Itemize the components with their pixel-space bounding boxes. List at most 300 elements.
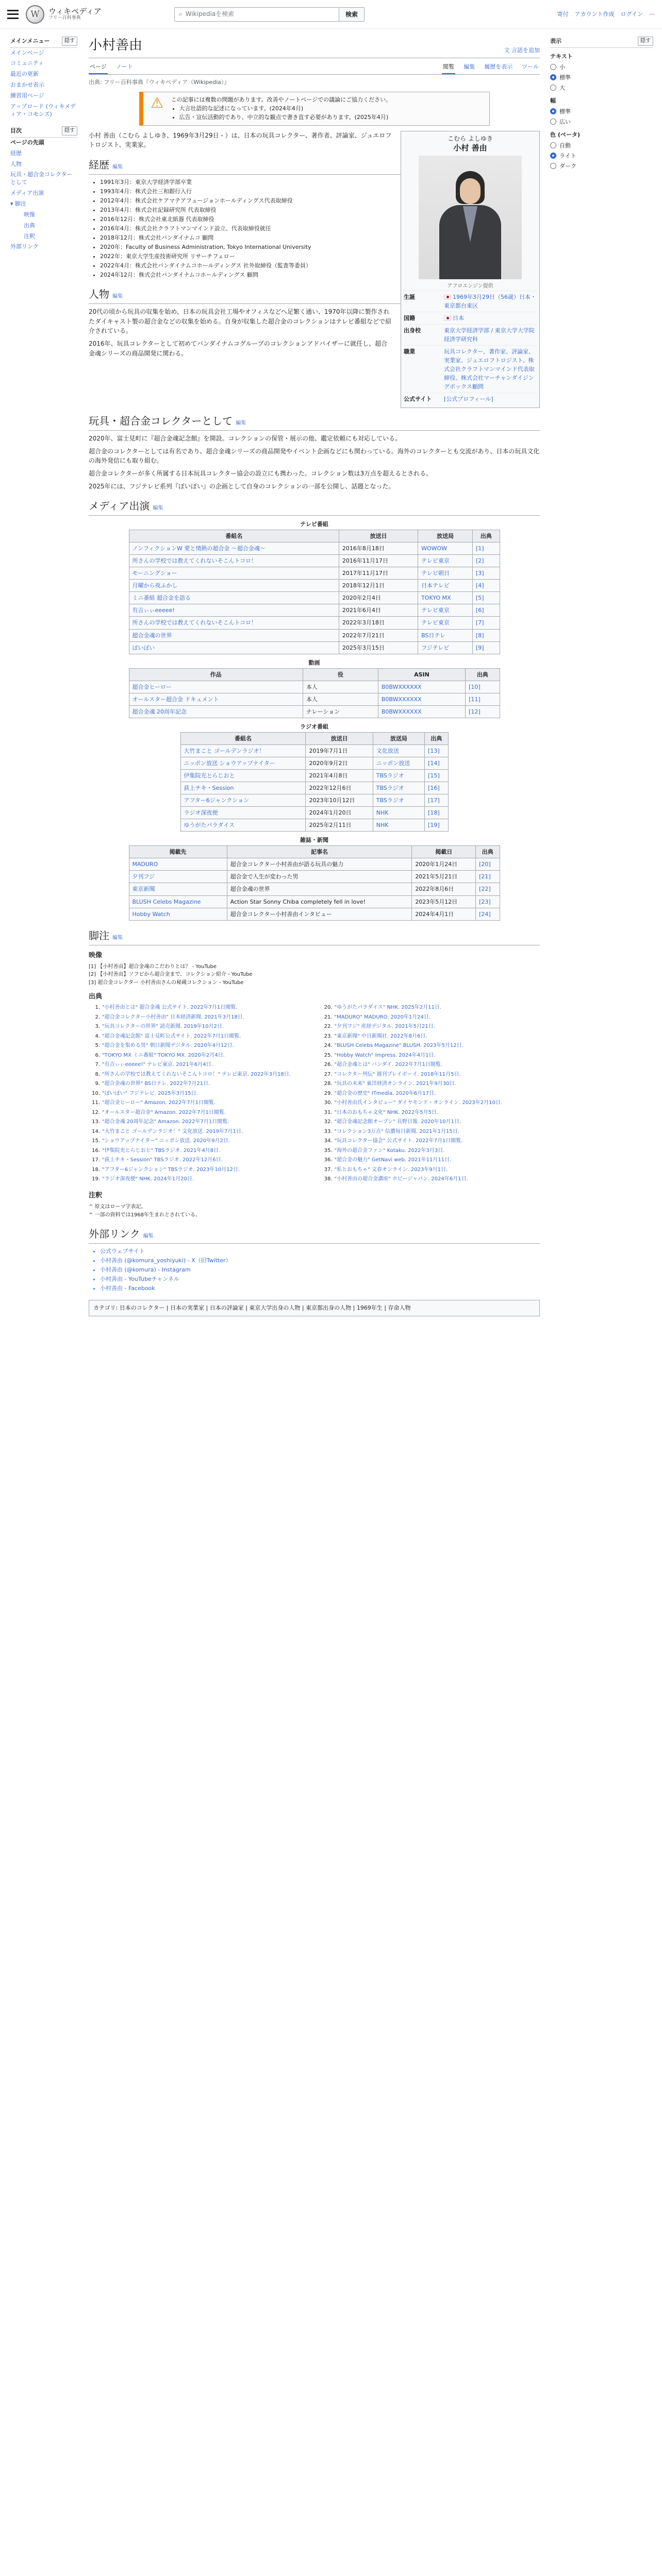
menu-item-random[interactable]: おまかせ表示 xyxy=(10,81,44,89)
page-tabs xyxy=(89,60,540,75)
radio-icon[interactable] xyxy=(550,84,556,91)
menu-item-community[interactable]: コミュニティ xyxy=(10,60,44,67)
table-cell[interactable]: [8] xyxy=(472,629,500,641)
subsection-footnotes: 注釈 xyxy=(89,1191,103,1199)
radio-option[interactable] xyxy=(550,107,653,116)
table-cell[interactable]: ゆうがたパラダイス xyxy=(180,819,306,832)
radio-option[interactable] xyxy=(550,141,653,150)
table-cell: 2019年7月1日 xyxy=(306,744,373,757)
table-cell[interactable]: テレビ東京 xyxy=(418,617,473,629)
list-item: • 2016年4月：株式会社クラフトマンマインド設立、代表取締役就任 xyxy=(100,224,540,233)
reference-text[interactable]: "超合金の歴史" ITmedia. 2020年6月17日. xyxy=(334,1090,436,1096)
toc-item-notes[interactable] xyxy=(10,199,77,210)
reference-text[interactable]: "玩具コレクターの世界" 読売新聞. 2019年10月2日. xyxy=(102,1024,224,1030)
radio-option[interactable] xyxy=(550,162,653,171)
edit-link[interactable]: 編集 xyxy=(112,294,123,300)
table-cell[interactable]: ラジオ深夜便 xyxy=(180,807,306,819)
wikipedia-globe-icon: W xyxy=(26,5,44,24)
toc-item-external[interactable]: 外部リンク xyxy=(10,243,39,250)
reference-text[interactable]: "夕刊フジ" 産経デジタル. 2021年5月21日. xyxy=(334,1024,435,1030)
reference-number: 18. xyxy=(92,1166,100,1173)
reference-text[interactable]: "伊集院光とらじおと" TBSラジオ. 2021年4月8日. xyxy=(102,1147,221,1154)
table-cell: 2021年5月21日 xyxy=(412,871,476,883)
column-header: 放送日 xyxy=(306,732,373,744)
reference-text[interactable]: "ゆうがたパラダイス" NHK. 2025年2月11日. xyxy=(334,1005,442,1011)
table-cell[interactable]: 月曜から夜ふかし xyxy=(129,580,339,592)
toc-item-video[interactable]: 映像 xyxy=(24,211,35,218)
reference-number: 6. xyxy=(95,1052,100,1058)
table-cell: 2016年8月18日 xyxy=(339,543,418,555)
table-row xyxy=(129,567,500,580)
table-cell[interactable]: 夕刊フジ xyxy=(129,871,227,883)
edit-link[interactable]: 編集 xyxy=(236,420,246,427)
table-cell[interactable]: B0BWXXXXXX xyxy=(378,681,465,693)
subsection-video: 映像 xyxy=(89,951,103,959)
reference-item xyxy=(321,1099,540,1107)
table-cell: 2020年2月4日 xyxy=(339,592,418,604)
reference-text[interactable]: "超合金コレクター小村善由" 日本経済新聞. 2021年3月18日. xyxy=(102,1014,245,1020)
table-cell[interactable]: [23] xyxy=(476,895,500,908)
search-form xyxy=(174,7,365,22)
table-cell[interactable]: アフター6ジャンクション xyxy=(180,794,306,807)
reference-text[interactable]: "オールスター超合金" Amazon. 2022年7月1日閲覧. xyxy=(102,1109,226,1115)
infobox-row-school xyxy=(404,324,537,345)
external-link[interactable]: • 小村善由 (@komura_yoshiyuki) - X（旧Twitter） xyxy=(100,1256,540,1265)
reference-number: 34. xyxy=(324,1138,333,1144)
reference-text[interactable]: "アフター6ジャンクション" TBSラジオ. 2023年10月12日. xyxy=(102,1166,240,1173)
table-cell[interactable]: TBSラジオ xyxy=(373,794,424,807)
tab-page[interactable]: ページ xyxy=(89,60,108,74)
toc-item-footnotes[interactable]: 注釈 xyxy=(24,232,35,240)
reference-item xyxy=(321,1128,540,1136)
video-item[interactable]: [3] 超合金コレクター 小村善由さんの秘蔵コレクション - YouTube xyxy=(89,979,244,986)
column-header: 出典 xyxy=(425,732,448,744)
reference-number: 11. xyxy=(92,1100,100,1106)
table-cell[interactable]: BLUSH Celebs Magazine xyxy=(129,895,227,908)
radio-icon[interactable] xyxy=(550,142,556,148)
tab-tools[interactable]: ツール xyxy=(522,63,539,71)
table-cell[interactable]: テレビ東京 xyxy=(418,604,473,617)
section-title: 脚注 xyxy=(89,929,109,942)
reference-item xyxy=(89,1099,308,1107)
reference-item xyxy=(321,1033,540,1041)
text-size-options xyxy=(550,63,653,92)
external-link[interactable]: • 小村善由 (@komura) - Instagram xyxy=(100,1265,540,1274)
table-row xyxy=(129,871,500,883)
reference-text[interactable]: "Hobby Watch" Impress. 2024年4月1日. xyxy=(334,1052,436,1058)
table-cell[interactable]: モーニングショー xyxy=(129,567,339,580)
search-button[interactable]: 検索 xyxy=(339,7,365,22)
radio-icon[interactable] xyxy=(550,118,556,125)
radio-option[interactable] xyxy=(550,73,653,82)
table-row xyxy=(129,555,500,567)
appearance-header xyxy=(550,35,653,48)
reference-text[interactable]: "ラジオ深夜便" NHK. 2024年1月20日. xyxy=(102,1176,194,1182)
table-cell[interactable]: B0BWXXXXXX xyxy=(378,693,465,705)
reference-text[interactable]: "小村善由氏インタビュー" ダイヤモンド・オンライン. 2023年2月10日. xyxy=(334,1100,503,1106)
radio-icon[interactable] xyxy=(550,152,556,159)
reference-text[interactable]: "有吉ぃぃeeeee!" テレビ東京. 2021年6月4日. xyxy=(102,1062,213,1068)
infobox-row-website xyxy=(404,393,537,405)
user-links xyxy=(557,10,655,19)
table-cell[interactable]: [7] xyxy=(472,617,500,629)
infobox-name: 小村 善由 xyxy=(453,143,487,153)
radio-icon[interactable] xyxy=(550,64,556,70)
table-cell: 2025年3月15日 xyxy=(339,641,418,654)
video-item[interactable]: [2] 【小村善由】ソフビから超合金まで、コレクション紹介 - YouTube xyxy=(89,972,253,978)
reference-text[interactable]: "日本のおもちゃ文化" NHK. 2022年5月5日. xyxy=(334,1109,439,1115)
table-cell[interactable]: オールスター超合金 ドキュメント xyxy=(129,693,303,705)
table-cell[interactable]: [1] xyxy=(472,543,500,555)
toc-item-top[interactable]: ページの先頭 xyxy=(10,139,44,146)
table-cell[interactable]: NHK xyxy=(373,819,424,832)
infobox-value[interactable]: 東京大学経済学部 / 東京大学大学院経済学研究科 xyxy=(444,327,535,343)
paragraph: 20代の頃から玩具の収集を始め、日本の玩具会社工場やオフィスなどへ足繁く通い、1970年以降に製作されたダイキャスト製の超合金などの収集を始める。自身が収集した超合金のコレクションはテレビ番組などで紹介されている。 xyxy=(89,308,392,335)
table-row xyxy=(129,681,500,693)
table-cell[interactable]: [5] xyxy=(472,592,500,604)
toc-item-person[interactable]: 人物 xyxy=(10,160,22,167)
column-header: 出典 xyxy=(466,668,500,681)
section-external xyxy=(89,1226,540,1244)
table-row xyxy=(180,770,448,782)
radio-label: 標準 xyxy=(559,108,571,115)
japan-flag-icon xyxy=(444,295,451,299)
table-row xyxy=(180,819,448,832)
table-cell[interactable]: [19] xyxy=(425,819,448,832)
edit-link[interactable]: 編集 xyxy=(143,1233,154,1240)
reference-number: 25. xyxy=(324,1052,333,1058)
table-cell[interactable]: B0BWXXXXXX xyxy=(378,705,465,718)
table-cell: ナレーション xyxy=(303,705,378,718)
search-input[interactable] xyxy=(174,7,339,22)
add-language-button[interactable]: 文 言語を追加 xyxy=(504,47,540,54)
hide-toc-button[interactable]: 隠す xyxy=(62,126,77,135)
column-header: 掲載日 xyxy=(412,846,476,858)
reference-number: 24. xyxy=(324,1043,333,1049)
table-cell[interactable]: WOWOW xyxy=(418,543,473,555)
toc-item-media[interactable]: メディア出演 xyxy=(10,190,44,197)
table-cell[interactable]: ニッポン放送 xyxy=(373,757,424,770)
infobox-row-nationality xyxy=(404,312,537,324)
reference-number: 29. xyxy=(324,1090,333,1096)
toggle-icon[interactable]: ▾ xyxy=(10,200,15,207)
reference-text[interactable]: "BLUSH Celebs Magazine" BLUSH. 2023年5月12日. xyxy=(334,1043,464,1049)
reference-item xyxy=(89,1118,308,1126)
reference-text[interactable]: "荻上チキ・Session" TBSラジオ. 2022年12月6日. xyxy=(102,1157,223,1163)
infobox-label: 生誕 xyxy=(404,293,415,300)
table-row xyxy=(129,858,500,871)
table-cell[interactable]: [18] xyxy=(425,807,448,819)
table-cell[interactable]: NHK xyxy=(373,807,424,819)
list-item: • 2012年4月：株式会社ケアマテアフュージョンホールディングス代表取締役 xyxy=(100,196,540,205)
table-cell[interactable]: 荻上チキ・Session xyxy=(180,782,306,794)
edit-link[interactable]: 編集 xyxy=(112,935,123,941)
hide-menu-button[interactable]: 隠す xyxy=(62,37,77,46)
table-cell: 2022年3月18日 xyxy=(339,617,418,629)
toc-item-refs[interactable]: 出典 xyxy=(24,222,35,229)
table-cell[interactable]: 有吉ぃぃeeeee! xyxy=(129,604,339,617)
table-cell: 2024年1月20日 xyxy=(306,807,373,819)
table-cell[interactable]: テレビ朝日 xyxy=(418,567,473,580)
reference-number: 27. xyxy=(324,1071,333,1077)
reference-item xyxy=(89,1138,308,1145)
reference-text[interactable]: "玩具の未来" 東洋経済オンライン. 2021年9月30日. xyxy=(334,1081,456,1087)
column-header: ASIN xyxy=(378,668,465,681)
table-cell[interactable]: 文化放送 xyxy=(373,744,424,757)
reference-number: 20. xyxy=(324,1005,333,1011)
table-cell[interactable]: 超合金ヒーロー xyxy=(129,681,303,693)
list-item: • 2016年12月：株式会社東北紙器 代表取締役 xyxy=(100,215,540,224)
text-size-label: テキスト xyxy=(550,53,573,60)
reference-text[interactable]: "所さんの学校では教えてくれないそこんトコロ！" テレビ東京. 2022年3月18日. xyxy=(102,1071,291,1077)
menu-item-sandbox[interactable]: 練習用ページ xyxy=(10,92,44,99)
reference-number: 23. xyxy=(324,1033,333,1039)
table-cell[interactable]: [6] xyxy=(472,604,500,617)
hide-appearance-button[interactable]: 隠す xyxy=(638,37,653,46)
tab-talk[interactable]: ノート xyxy=(115,63,133,71)
toc-item-collector[interactable]: 玩具・超合金コレクターとして xyxy=(10,171,73,186)
reference-item xyxy=(89,1004,308,1012)
radio-icon[interactable] xyxy=(550,74,556,80)
reference-text[interactable]: "大竹まこと ゴールデンラジオ！" 文化放送. 2019年7月1日. xyxy=(102,1128,243,1134)
table-cell[interactable]: MADURO xyxy=(129,858,227,871)
radio-option[interactable] xyxy=(550,63,653,72)
radio-option[interactable] xyxy=(550,117,653,126)
site-logo[interactable] xyxy=(26,5,118,24)
toc-header xyxy=(10,125,77,138)
reference-text[interactable]: "コレクター列伝" 週刊プレイボーイ. 2018年11月5日. xyxy=(334,1071,461,1077)
radio-icon[interactable] xyxy=(550,108,556,114)
reference-text[interactable]: "小村善由の超合金講座" ホビージャパン. 2024年6月1日. xyxy=(334,1176,468,1182)
table-cell: 2024年4月1日 xyxy=(412,908,476,920)
radio-icon[interactable] xyxy=(550,163,556,169)
table-cell[interactable]: [11] xyxy=(466,693,500,705)
table-cell[interactable]: テレビ東京 xyxy=(418,555,473,567)
table-row xyxy=(129,617,500,629)
infobox-label: 国籍 xyxy=(404,314,415,321)
reference-item xyxy=(89,1090,308,1098)
reference-item xyxy=(321,1166,540,1174)
reference-text[interactable]: "私とおもちゃ" 文春オンライン. 2023年9月1日. xyxy=(334,1166,448,1173)
reference-text[interactable]: "TOKYO MX ミニ番組" TOKYO MX. 2020年2月4日. xyxy=(102,1052,225,1058)
table-row xyxy=(129,580,500,592)
table-row xyxy=(129,543,500,555)
reference-text[interactable]: "超合金を集める男" 朝日新聞デジタル. 2020年4月12日. xyxy=(102,1043,234,1049)
reference-item xyxy=(321,1052,540,1060)
donate-link[interactable]: 寄付 xyxy=(557,10,569,18)
reference-number: 19. xyxy=(92,1176,100,1182)
table-cell[interactable]: ニッポン放送 ショウアップナイター xyxy=(180,757,306,770)
video-item[interactable]: [1] 【小村善由】超合金魂のこだわりとは？ - YouTube xyxy=(89,963,217,970)
table-row xyxy=(180,794,448,807)
footnote-item: ^ 原文はローマ字表記。 xyxy=(89,1204,146,1210)
table-cell: 2022年8月6日 xyxy=(412,883,476,895)
reference-text[interactable]: "超合金魂の世界" BS日テレ. 2022年7月21日. xyxy=(102,1081,210,1087)
reference-text[interactable]: "超合金魂 20周年記念" Amazon. 2022年7月1日閲覧. xyxy=(102,1119,229,1125)
list-item: • 2020年：Faculty of Business Administration, Tokyo International University xyxy=(100,243,540,251)
menu-item-upload[interactable]: アップロード (ウィキメディア・コモンズ) xyxy=(10,103,76,117)
table-row xyxy=(129,693,500,705)
table-cell[interactable]: TBSラジオ xyxy=(373,770,424,782)
radio-option[interactable] xyxy=(550,151,653,160)
reference-text[interactable]: "ショウアップナイター" ニッポン放送. 2020年9月2日. xyxy=(102,1138,230,1144)
table-cell[interactable]: ミニ番組 超合金を語る xyxy=(129,592,339,604)
edit-link[interactable]: 編集 xyxy=(112,164,123,170)
table-cell[interactable]: 超合金魂の世界 xyxy=(129,629,339,641)
infobox-value[interactable]: 日本 xyxy=(453,314,464,321)
reference-number: 10. xyxy=(92,1090,100,1096)
table-cell[interactable]: [21] xyxy=(476,871,500,883)
table-cell[interactable]: [4] xyxy=(472,580,500,592)
tab-edit[interactable]: 編集 xyxy=(464,63,475,71)
table-cell[interactable]: TOKYO MX xyxy=(418,592,473,604)
appearance-panel xyxy=(550,35,653,172)
reference-text[interactable]: "超合金ヒーロー" Amazon. 2022年7月1日閲覧. xyxy=(102,1100,216,1106)
menu-item-recent-changes[interactable]: 最近の更新 xyxy=(10,71,39,78)
table-cell[interactable]: [22] xyxy=(476,883,500,895)
section-title: メディア出演 xyxy=(89,500,150,513)
reference-number: 36. xyxy=(324,1157,333,1163)
table-cell: 2017年11月17日 xyxy=(339,567,418,580)
section-title: 人物 xyxy=(89,288,109,301)
table-cell[interactable]: [12] xyxy=(466,705,500,718)
infobox-value[interactable]: [公式プロフィール] xyxy=(444,396,493,403)
reference-text[interactable]: "東京新聞" 中日新聞社. 2022年8月6日. xyxy=(334,1033,427,1039)
table-row xyxy=(129,908,500,920)
reference-text[interactable]: "コレクション3万点" 信濃毎日新聞. 2021年1月15日. xyxy=(334,1128,459,1134)
reference-item xyxy=(321,1004,540,1012)
infobox-label: 職業 xyxy=(404,348,415,355)
edit-link[interactable]: 編集 xyxy=(153,505,163,512)
table-cell[interactable]: [24] xyxy=(476,908,500,920)
external-link[interactable]: • 公式ウェブサイト xyxy=(100,1247,540,1256)
column-header: 放送局 xyxy=(418,530,473,543)
table-caption: テレビ番組 xyxy=(300,521,328,528)
reference-text[interactable]: "海外の超合金ファン" Kotaku. 2022年3月3日. xyxy=(334,1147,445,1154)
reference-number: 17. xyxy=(92,1157,100,1163)
table-cell: 超合金魂の世界 xyxy=(227,883,412,895)
list-item: • 2013年4月：株式会社記録研究所 代表取締役 xyxy=(100,206,540,214)
create-account-link[interactable]: アカウント作成 xyxy=(574,10,615,18)
category-box[interactable]: カテゴリ: 日本のコレクター | 日本の実業家 | 日本の評論家 | 東京大学出身の人物 | 東京都出身の人物 | 1969年生 | 存命人物 xyxy=(89,1300,540,1316)
table-row xyxy=(180,782,448,794)
table-row xyxy=(129,629,500,641)
table-cell[interactable]: [9] xyxy=(472,641,500,654)
table-caption: 雑誌・新聞 xyxy=(300,837,328,844)
column-header: 放送日 xyxy=(339,530,418,543)
external-link[interactable]: • 小村善由 - YouTubeチャンネル xyxy=(100,1275,540,1283)
reference-text[interactable]: "超合金魂とは" バンダイ. 2022年7月1日閲覧. xyxy=(334,1062,442,1068)
reference-text[interactable]: "小村善由とは" 超合金魂 公式サイト. 2022年7月1日閲覧. xyxy=(102,1005,238,1011)
external-link[interactable]: • 小村善由 - Facebook xyxy=(100,1284,540,1293)
reference-item xyxy=(321,1176,540,1183)
table-cell[interactable]: フジテレビ xyxy=(418,641,473,654)
portrait-photo[interactable] xyxy=(419,156,522,279)
reference-number: 38. xyxy=(324,1176,333,1182)
tab-history[interactable]: 履歴を表示 xyxy=(484,63,513,71)
table-cell[interactable]: 所さんの学校では教えてくれないそこんトコロ！ xyxy=(129,555,339,567)
radio-option[interactable] xyxy=(550,83,653,92)
login-link[interactable]: ログイン xyxy=(620,10,643,18)
table-cell: 超合金コレクター小村善由インタビュー xyxy=(227,908,412,920)
toc-item-career[interactable]: 経歴 xyxy=(10,149,22,157)
table-cell[interactable]: Hobby Watch xyxy=(129,908,227,920)
reference-number: 33. xyxy=(324,1128,333,1134)
site-title: ウィキペディア xyxy=(48,7,102,16)
reference-item xyxy=(89,1080,308,1088)
reference-item xyxy=(89,1014,308,1022)
page-title: 小村善由 xyxy=(89,38,143,53)
reference-number: 3. xyxy=(95,1024,100,1030)
notice-item: • 広告・宣伝活動的であり、中立的な観点で書き直す必要があります。(2025年4月) xyxy=(179,113,392,122)
menu-item-main-page[interactable]: メインページ xyxy=(10,49,44,56)
table-row xyxy=(180,744,448,757)
column-header: 出典 xyxy=(472,530,500,543)
table-cell[interactable]: TBSラジオ xyxy=(373,782,424,794)
radio-label: 広い xyxy=(559,118,571,125)
table-cell[interactable]: [16] xyxy=(425,782,448,794)
table-row xyxy=(180,807,448,819)
works-table xyxy=(129,657,500,718)
footnote-list xyxy=(89,1203,540,1219)
table-cell: 2022年7月21日 xyxy=(339,629,418,641)
reference-text[interactable]: "MADURO" MADURO. 2020年1月24日. xyxy=(334,1014,431,1020)
reference-item xyxy=(89,1033,308,1041)
paragraph: 2025年には、フジテレビ系列『ぽいぽい』の企画として自身のコレクションの一部を公開し、話題となった。 xyxy=(89,482,395,490)
table-cell[interactable]: 伊集院光とらじおと xyxy=(180,770,306,782)
infobox-value[interactable]: 1969年3月29日（56歳）日本・東京都台東区 xyxy=(444,293,536,309)
table-cell[interactable]: ノンフィクションW 愛と情熱の超合金 〜超合金魂〜 xyxy=(129,543,339,555)
table-cell[interactable]: 東京新聞 xyxy=(129,883,227,895)
reference-text[interactable]: "超合金の魅力" GetNavi web. 2021年11月11日. xyxy=(334,1157,452,1163)
table-cell[interactable]: 大竹まこと ゴールデンラジオ！ xyxy=(180,744,306,757)
table-cell[interactable]: [15] xyxy=(425,770,448,782)
reference-text[interactable]: "超合金魂記念館" 富士見町公式サイト. 2022年7月1日閲覧. xyxy=(102,1033,241,1039)
table-cell: 本人 xyxy=(303,693,378,705)
table-cell[interactable]: [10] xyxy=(466,681,500,693)
table-cell[interactable]: 日本テレビ xyxy=(418,580,473,592)
table-cell[interactable]: [2] xyxy=(472,555,500,567)
column-header: 記事名 xyxy=(227,846,412,858)
table-cell[interactable]: [3] xyxy=(472,567,500,580)
table-cell[interactable]: [14] xyxy=(425,757,448,770)
infobox-row-birth xyxy=(404,291,537,312)
infobox-value[interactable]: 玩具コレクター、著作家、評論家、実業家、ジュエロフトロジスト、株式会社クラフトマンマインド代表取締役、株式会社マーチャンダイジングボックス顧問 xyxy=(444,348,535,391)
reference-number: 16. xyxy=(92,1147,100,1154)
reference-text[interactable]: "超合金魂記念館オープン" 長野日報. 2020年10月1日. xyxy=(334,1119,461,1125)
notice-item: • 大言壮語的な記述になっています。(2024年4月) xyxy=(179,104,392,113)
table-row xyxy=(129,592,500,604)
column-header: 番組名 xyxy=(180,732,306,744)
reference-text[interactable]: "ぽいぽい" フジテレビ. 2025年3月15日. xyxy=(102,1090,198,1096)
table-cell[interactable]: [20] xyxy=(476,858,500,871)
more-options-icon[interactable]: ⋯ xyxy=(649,10,655,18)
tab-read[interactable]: 閲覧 xyxy=(442,60,455,74)
reference-text[interactable]: "玩具コレクター協会" 公式サイト. 2022年7月1日閲覧. xyxy=(334,1138,463,1144)
list-item: • 1991年3月：東京大学経済学部卒業 xyxy=(100,178,540,187)
color-options xyxy=(550,141,653,171)
table-cell[interactable]: [17] xyxy=(425,794,448,807)
main-menu-icon[interactable] xyxy=(7,10,19,19)
table-cell[interactable]: BS日テレ xyxy=(418,629,473,641)
reference-item xyxy=(321,1109,540,1117)
table-cell[interactable]: [13] xyxy=(425,744,448,757)
reference-number: 2. xyxy=(95,1014,100,1020)
table-cell[interactable]: 超合金魂 20周年記念 xyxy=(129,705,303,718)
table-cell[interactable]: 所さんの学校では教えてくれないそこんトコロ！ xyxy=(129,617,339,629)
site-header xyxy=(0,0,662,29)
table-cell[interactable]: ぽいぽい xyxy=(129,641,339,654)
